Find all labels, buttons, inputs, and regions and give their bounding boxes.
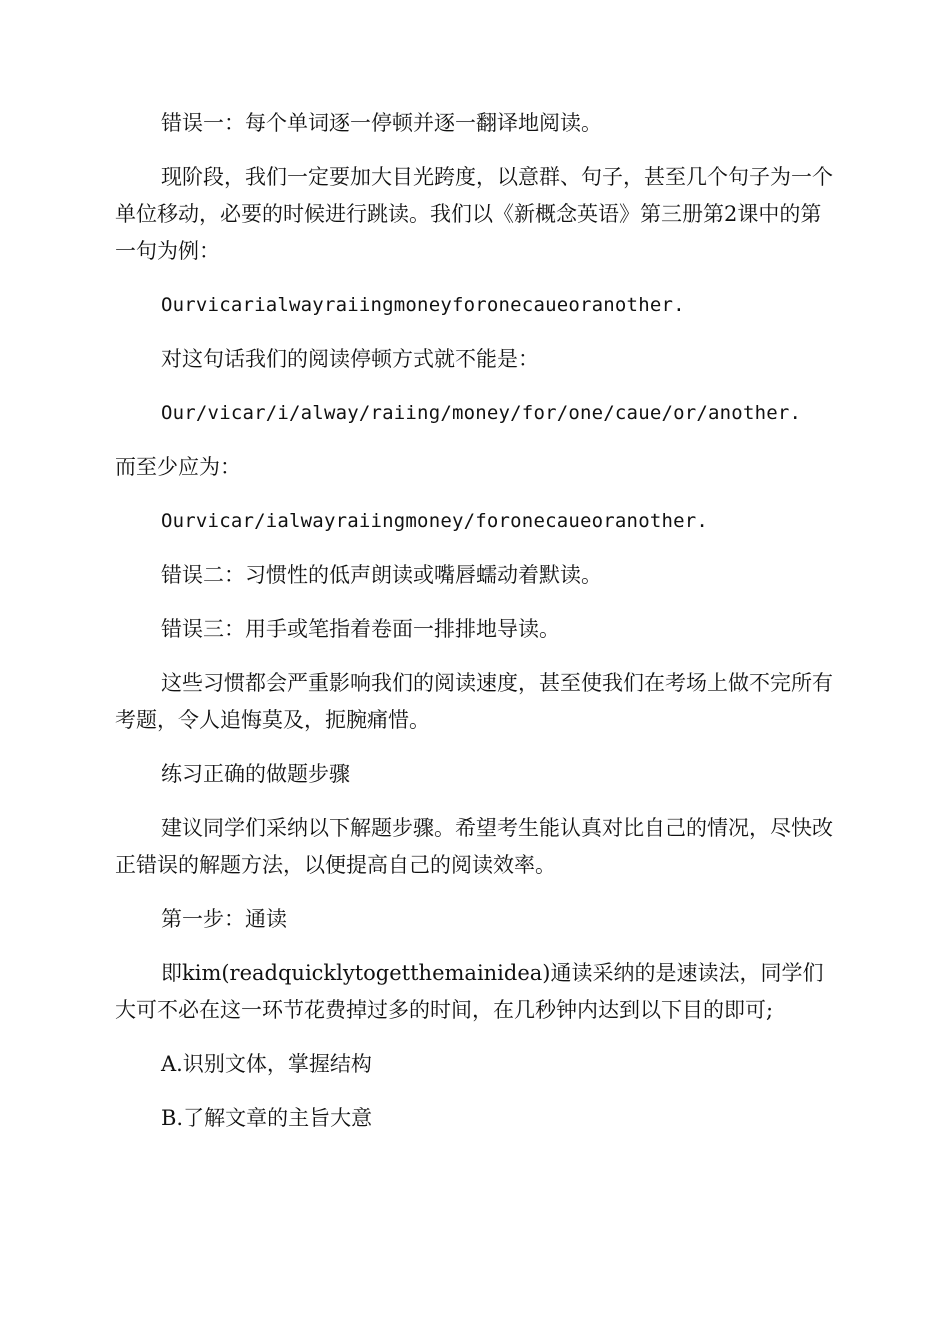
paragraph-should-be: 而至少应为： xyxy=(115,455,241,479)
list-item-a: A.识别文体，掌握结构 xyxy=(161,1052,372,1076)
paragraph-error-one: 错误一：每个单词逐一停顿并逐一翻译地阅读。 xyxy=(161,111,602,135)
paragraph-suggestion: 建议同学们采纳以下解题步骤。希望考生能认真对比自己的情况，尽快改正错误的解题方法，以便提高自己的阅读效率。 xyxy=(115,816,833,877)
paragraph-eye-span: 现阶段，我们一定要加大目光跨度，以意群、句子，甚至几个句子为一个单位移动，必要的时候进行跳读。我们以《新概念英语》第三册第2课中的第一句为例： xyxy=(115,165,833,263)
section-heading-steps: 练习正确的做题步骤 xyxy=(161,762,350,786)
paragraph-habits-impact: 这些习惯都会严重影响我们的阅读速度，甚至使我们在考场上做不完所有考题，令人追悔莫及，扼腕痛惜。 xyxy=(115,671,833,732)
example-wrong-pause: Our/vicar/i/alway/raiing/money/for/one/caue/or/another. xyxy=(161,402,802,424)
paragraph-error-two: 错误二：习惯性的低声朗读或嘴唇蠕动着默读。 xyxy=(161,563,602,587)
paragraph-wrong-pause-intro: 对这句话我们的阅读停顿方式就不能是： xyxy=(161,347,539,371)
paragraph-skim: 即kim(readquicklytogetthemainidea)通读采纳的是速读法，同学们大可不必在这一环节花费掉过多的时间，在几秒钟内达到以下目的即可; xyxy=(115,961,824,1022)
paragraph-error-three: 错误三：用手或笔指着卷面一排排地导读。 xyxy=(161,617,560,641)
document-page xyxy=(115,105,835,1154)
list-item-b: B.了解文章的主旨大意 xyxy=(161,1106,373,1130)
example-right-pause: Ourvicar/ialwayraiingmoney/foronecaueoranother. xyxy=(161,510,709,532)
example-sentence: Ourvicarialwayraiingmoneyforonecaueoranother. xyxy=(161,294,685,316)
step-one-heading: 第一步：通读 xyxy=(161,907,287,931)
